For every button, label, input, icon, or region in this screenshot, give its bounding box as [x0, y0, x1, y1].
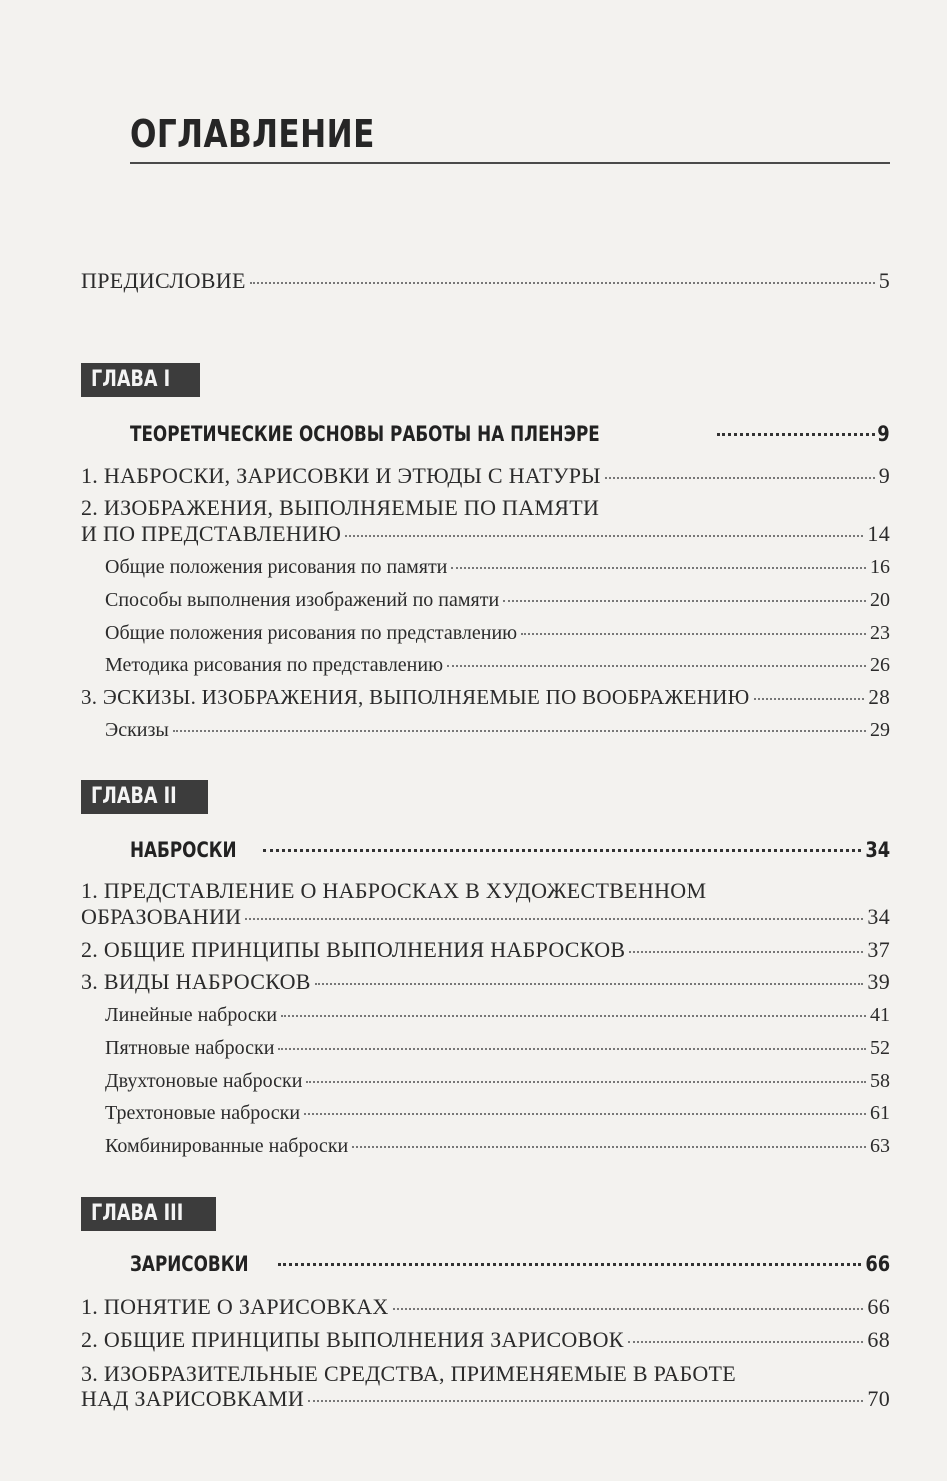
- chapter-title: НАБРОСКИ: [130, 838, 237, 862]
- dot-leader: [278, 1263, 861, 1266]
- toc-entry-page: 16: [870, 556, 890, 578]
- toc-entry[interactable]: [81, 521, 890, 547]
- dot-leader: [393, 1308, 864, 1310]
- toc-entry-page: 68: [867, 1327, 890, 1352]
- dot-leader: [754, 698, 865, 700]
- toc-entry-page: 66: [867, 1294, 890, 1319]
- chapter-badge: ГЛАВА III: [81, 1197, 216, 1231]
- toc-entry-page: 28: [868, 685, 890, 709]
- toc-entry-label: 1. НАБРОСКИ, ЗАРИСОВКИ И ЭТЮДЫ С НАТУРЫ: [81, 463, 601, 488]
- toc-entry[interactable]: [81, 684, 890, 710]
- toc-entry-label: 2. ОБЩИЕ ПРИНЦИПЫ ВЫПОЛНЕНИЯ НАБРОСКОВ: [81, 937, 626, 962]
- toc-entry-line1[interactable]: 2. ИЗОБРАЖЕНИЯ, ВЫПОЛНЯЕМЫЕ ПО ПАМЯТИ: [81, 495, 600, 520]
- toc-entry-label: 1. ПОНЯТИЕ О ЗАРИСОВКАХ: [81, 1294, 389, 1319]
- toc-subentry[interactable]: [105, 620, 890, 646]
- dot-leader: [605, 477, 875, 479]
- toc-entry-preface[interactable]: [81, 268, 890, 294]
- chapter-title: ТЕОРЕТИЧЕСКИЕ ОСНОВЫ РАБОТЫ НА ПЛЕНЭРЕ: [130, 422, 600, 446]
- dot-leader: [306, 1081, 866, 1083]
- dot-leader: [263, 849, 861, 852]
- toc-subentry[interactable]: [105, 1100, 890, 1126]
- toc-subentry[interactable]: [105, 1068, 890, 1094]
- dot-leader: [173, 730, 866, 732]
- toc-entry-label: Линейные наброски: [105, 1004, 278, 1026]
- toc-entry-label: Трехтоновые наброски: [105, 1102, 301, 1124]
- toc-entry[interactable]: [81, 969, 890, 995]
- toc-entry-page: 5: [878, 268, 890, 293]
- chapter-title-row[interactable]: [130, 1250, 890, 1278]
- chapter-page: 66: [865, 1252, 890, 1276]
- toc-entry[interactable]: [81, 1386, 890, 1412]
- toc-entry-page: 37: [867, 937, 890, 962]
- toc-subentry[interactable]: [105, 717, 890, 743]
- toc-entry-label: Пятновые наброски: [105, 1037, 275, 1059]
- toc-entry-page: 41: [870, 1004, 890, 1026]
- toc-entry-page: 52: [870, 1037, 890, 1059]
- toc-entry-label: Двухтоновые наброски: [105, 1070, 303, 1092]
- dot-leader: [352, 1146, 866, 1148]
- toc-entry-line1[interactable]: 1. ПРЕДСТАВЛЕНИЕ О НАБРОСКАХ В ХУДОЖЕСТВЕННОМ: [81, 878, 707, 903]
- toc-entry-label: Общие положения рисования по памяти: [105, 556, 448, 578]
- dot-leader: [451, 567, 866, 569]
- toc-entry-page: 9: [878, 463, 890, 488]
- dot-leader: [503, 600, 866, 602]
- toc-entry[interactable]: [81, 937, 890, 963]
- dot-leader: [345, 535, 863, 537]
- toc-entry-label: Общие положения рисования по представлению: [105, 622, 518, 644]
- toc-entry-page: 23: [870, 622, 890, 644]
- toc-entry[interactable]: [81, 904, 890, 930]
- toc-entry-page: 61: [870, 1102, 890, 1124]
- chapter-badge: ГЛАВА II: [81, 780, 208, 814]
- dot-leader: [447, 665, 866, 667]
- page-title: ОГЛАВЛЕНИЕ: [130, 112, 375, 156]
- toc-entry-label: ОБРАЗОВАНИИ: [81, 904, 242, 929]
- toc-entry-label: Эскизы: [105, 719, 169, 741]
- toc-entry[interactable]: [81, 463, 890, 489]
- toc-entry-label: Методика рисования по представлению: [105, 654, 444, 676]
- toc-entry[interactable]: [81, 1294, 890, 1320]
- dot-leader: [628, 1341, 864, 1343]
- toc-entry-label: ПРЕДИСЛОВИЕ: [81, 268, 246, 293]
- toc-entry-page: 29: [870, 719, 890, 741]
- toc-entry[interactable]: [81, 1327, 890, 1353]
- toc-entry-page: 63: [870, 1135, 890, 1157]
- chapter-title: ЗАРИСОВКИ: [130, 1252, 249, 1276]
- toc-subentry[interactable]: [105, 554, 890, 580]
- toc-entry-page: 34: [867, 904, 890, 929]
- dot-leader: [304, 1113, 866, 1115]
- toc-entry-page: 26: [870, 654, 890, 676]
- toc-entry-label: Способы выполнения изображений по памяти: [105, 589, 500, 611]
- toc-entry-label: 3. ЭСКИЗЫ. ИЗОБРАЖЕНИЯ, ВЫПОЛНЯЕМЫЕ ПО ВООБРАЖЕНИЮ: [81, 685, 750, 709]
- dot-leader: [308, 1400, 863, 1402]
- toc-entry-line1[interactable]: 3. ИЗОБРАЗИТЕЛЬНЫЕ СРЕДСТВА, ПРИМЕНЯЕМЫЕ В РАБОТЕ: [81, 1361, 737, 1386]
- toc-entry-page: 14: [867, 521, 890, 546]
- toc-subentry[interactable]: [105, 587, 890, 613]
- chapter-badge: ГЛАВА I: [81, 363, 200, 397]
- chapter-title-row[interactable]: [130, 836, 890, 864]
- toc-subentry[interactable]: [105, 1133, 890, 1159]
- toc-entry-page: 39: [867, 969, 890, 994]
- toc-entry-page: 20: [870, 589, 890, 611]
- toc-entry-label: Комбинированные наброски: [105, 1135, 349, 1157]
- dot-leader: [245, 918, 863, 920]
- toc-subentry[interactable]: [105, 1002, 890, 1028]
- chapter-page: 34: [865, 838, 890, 862]
- toc-entry-page: 70: [867, 1386, 890, 1411]
- toc-entry-page: 58: [870, 1070, 890, 1092]
- dot-leader: [278, 1048, 866, 1050]
- dot-leader: [250, 282, 875, 284]
- toc-subentry[interactable]: [105, 652, 890, 678]
- dot-leader: [315, 983, 864, 985]
- toc-entry-label: 3. ВИДЫ НАБРОСКОВ: [81, 969, 311, 994]
- dot-leader: [521, 633, 866, 635]
- dot-leader: [629, 951, 863, 953]
- chapter-title-row[interactable]: [130, 420, 890, 448]
- title-underline: [130, 162, 890, 164]
- dot-leader: [281, 1015, 866, 1017]
- toc-entry-label: 2. ОБЩИЕ ПРИНЦИПЫ ВЫПОЛНЕНИЯ ЗАРИСОВОК: [81, 1327, 624, 1352]
- toc-subentry[interactable]: [105, 1035, 890, 1061]
- toc-entry-label: И ПО ПРЕДСТАВЛЕНИЮ: [81, 521, 342, 546]
- chapter-page: 9: [877, 422, 890, 446]
- toc-entry-label: НАД ЗАРИСОВКАМИ: [81, 1386, 305, 1411]
- dot-leader: [717, 433, 875, 436]
